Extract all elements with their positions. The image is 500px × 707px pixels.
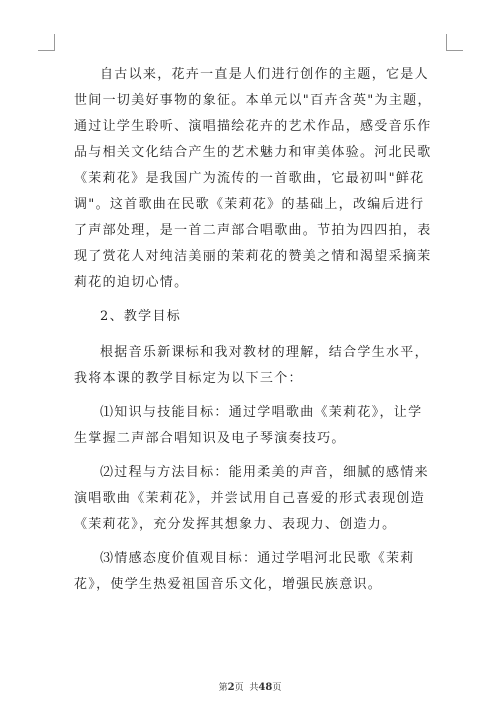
- crop-mark-top-left: [38, 34, 55, 51]
- paragraph-objective-3: ⑶情感态度价值观目标：通过学唱河北民歌《茉莉花》，使学生热爱祖国音乐文化，增强民族意识。: [74, 551, 415, 592]
- footer-total-suffix: 页: [272, 683, 282, 693]
- paragraph-objective-2: ⑵过程与方法目标：能用柔美的声音，细腻的感情来演唱歌曲《茉莉花》，并尝试用自己喜爱的形式表现创造《茉莉花》，充分发挥其想象力、表现力、创造力。: [74, 465, 429, 532]
- paragraph-objective-1: ⑴知识与技能目标：通过学唱歌曲《茉莉花》，让学生掌握二声部合唱知识及电子琴演奏技巧。: [74, 405, 423, 446]
- paragraph-intro: 自古以来，花卉一直是人们进行创作的主题，它是人世间一切美好事物的象征。本单元以"百卉含英"为主题，通过让学生聆听、演唱描绘花卉的艺术作品，感受音乐作品与相关文化结合产生的艺术魅力和审美体验。河北民歌《茉莉花》是我国广为流传的一首歌曲，它最初叫"鲜花调"。这首歌曲在民歌《茉莉花》的基础上，改编后进行了声部处理，是一首二声部合唱歌曲。节拍为四四拍，表现了赏花人对纯洁美丽的茉莉花的赞美之情和渴望采摘茉莉花的迫切心情。: [74, 67, 432, 290]
- current-page-number: 2: [227, 682, 235, 693]
- paragraph-objectives-intro: 根据音乐新课标和我对教材的理解，结合学生水平，我将本课的教学目标定为以下三个：: [74, 345, 429, 386]
- body-text: [74, 62, 434, 606]
- page-footer: [0, 680, 500, 693]
- footer-prefix: 第: [218, 683, 228, 693]
- total-pages-number: 48: [258, 682, 273, 693]
- footer-total-prefix: 共: [249, 683, 259, 693]
- footer-page-suffix: 页: [234, 683, 244, 693]
- section-heading: 2、教学目标: [100, 309, 182, 324]
- crop-mark-top-right: [446, 34, 463, 51]
